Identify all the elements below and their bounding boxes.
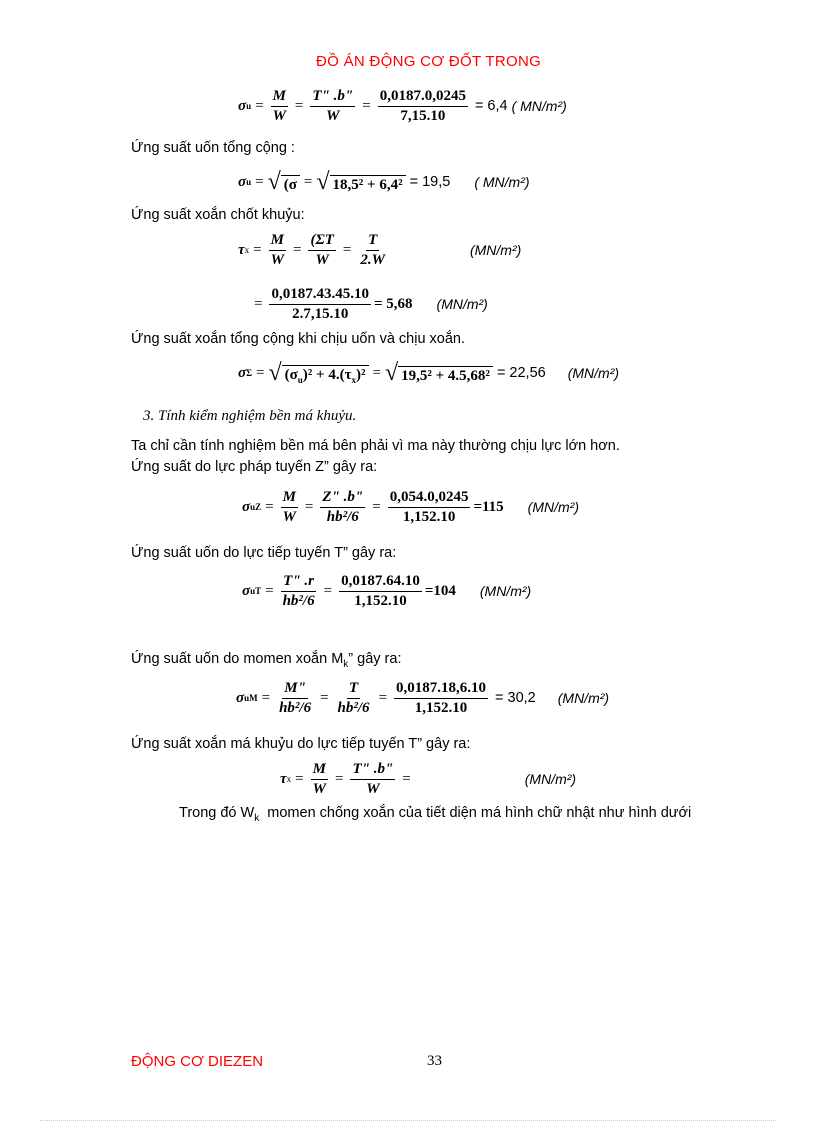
equation-bending-stress-y: σ u = $\frac{M}{W}$ = $\frac{T" .b"}{W}$ = $\frac{0,0187.0,0245}{7,15.10}$ = 6,4 ( MN/m²) — [238, 87, 567, 124]
eq8-unit: (MN/m²) — [557, 690, 610, 706]
text-torsion-pin: Ứng suất xoắn chốt khuỷu: — [131, 207, 305, 223]
text9-part1: Trong đó W — [179, 805, 255, 821]
text9-part2: momen chống xoắn của tiết diện má hình chữ nhật như hình dưới — [267, 805, 692, 821]
eq9-f1-num: M — [311, 761, 328, 780]
eq2-rad1: (σ — [281, 175, 300, 194]
eq3-f2-num: (ΣT — [308, 232, 335, 251]
eq6-f3-num: 0,054.0,0245 — [388, 489, 471, 508]
eq8-f3-num: 0,0187.18,6.10 — [394, 680, 488, 699]
eq9-lhs: τ — [280, 770, 287, 787]
eq1-result: = 6,4 — [474, 98, 508, 114]
equation-moment-stress: σ uM = $\frac{M"}{\text{hb²/6}}$ = $\frac{T}{\text{hb²/6}}$ = $\frac{0,0187.18,6.10}{1,152.10}$ = 30,2 (MN/m²) — [236, 679, 610, 716]
eq8-lhs: σ — [236, 689, 245, 706]
eq3-f1-num: M — [269, 232, 286, 251]
eq2-unit: ( MN/m²) — [474, 174, 530, 190]
eq6-f3-den: 1,152.10 — [402, 508, 456, 525]
eq8-f1-den: hb²/6 — [279, 699, 312, 716]
eq8-f2-den: hb²/6 — [337, 699, 370, 716]
text-total-bending: Ứng suất uốn tổng cộng : — [131, 140, 295, 156]
eq7-result: =104 — [424, 582, 456, 599]
page-bottom-divider — [40, 1120, 776, 1121]
section-3-heading: 3. Tính kiểm nghiệm bền má khuỷu. — [143, 408, 357, 424]
eq6-f1-den: W — [282, 508, 296, 525]
eq7-f1-num: T" .r — [281, 573, 316, 592]
eq4-result: = 5,68 — [373, 295, 413, 312]
footer-left-label: ĐỘNG CƠ DIEZEN — [131, 1053, 264, 1070]
equation-crank-web-torsion: τ x = $\frac{M}{W}$ = $\frac{T" .b"}{W}$ = (MN/m²) — [280, 760, 577, 797]
eq9-unit: (MN/m²) — [524, 771, 577, 787]
eq4-den: 2.7,15.10 — [292, 305, 349, 322]
eq4-num: 0,0187.43.45.10 — [269, 286, 371, 305]
eq7-f2-num: 0,0187.64.10 — [339, 573, 422, 592]
text7-part1: Ứng suất uốn do momen xoắn M — [131, 651, 344, 667]
equation-torsion-pin-value: = $\frac{0,0187.43.45.10}{2.7,15.10}$ = 5,68 (MN/m²) — [254, 285, 488, 322]
eq3-f3-den: 2.W — [360, 251, 385, 268]
eq5-result: = 22,56 — [496, 365, 546, 381]
eq1-lhs: σ — [238, 97, 247, 114]
eq5-rad2: 19,5² + 4.5,68² — [398, 366, 493, 385]
text-intro: Ta chỉ cần tính nghiệm bền má bên phải vì ma này thường chịu lực lớn hơn. — [131, 438, 620, 454]
eq7-f1-den: hb²/6 — [282, 592, 315, 609]
eq8-f2-num: T — [347, 680, 360, 699]
eq8-f1-num: M" — [282, 680, 308, 699]
text7-part2: ” gây ra: — [348, 651, 402, 667]
equation-normal-force-stress: σ uZ = $\frac{M}{W}$ = $\frac{Z" .b"}{\text{hb²/6}}$ = $\frac{0,054.0,0245}{1,152.10}$ =115 (MN/m²) — [242, 488, 579, 525]
text-wk-definition: Trong đó $W_k$ momen chống xoắn của tiết diện má hình chữ nhật như hình dưới — [179, 805, 692, 824]
text-moment-torsion: Ứng suất uốn do momen xoắn $M_k$” gây ra: — [131, 651, 402, 670]
equation-tangential-stress: σ uT = $\frac{T" .r}{\text{hb²/6}}$ = $\frac{0,0187.64.10}{1,152.10}$ =104 (MN/m²) — [242, 572, 532, 609]
eq8-f3-den: 1,152.10 — [414, 699, 468, 716]
eq7-lhs: σ — [242, 582, 251, 599]
eq6-unit: (MN/m²) — [527, 499, 579, 515]
footer-page-number: 33 — [427, 1053, 442, 1069]
eq4-unit: (MN/m²) — [436, 296, 488, 312]
eq3-f2-den: W — [315, 251, 329, 268]
text-tangential-force: Ứng suất uốn do lực tiếp tuyến T” gây ra: — [131, 545, 397, 561]
eq8-result: = 30,2 — [495, 690, 536, 706]
eq7-f2-den: 1,152.10 — [354, 592, 407, 609]
eq1-f2-num: T" .b" — [310, 88, 355, 107]
eq2-lhs: σ — [238, 173, 247, 190]
eq5-lhs: σ — [238, 364, 247, 381]
eq7-unit: (MN/m²) — [479, 583, 532, 599]
eq9-f1-den: W — [312, 780, 326, 797]
eq1-f3-num: 0,0187.0,0245 — [378, 88, 468, 107]
eq6-result: =115 — [473, 498, 504, 515]
eq2-result: = 19,5 — [409, 174, 451, 190]
equation-torsion-pin: τ x = $\frac{M}{W}$ = $\frac{(\Sigma T}{W}$ = $\frac{T}{2.W}$ (MN/m²) — [238, 231, 522, 268]
text-crank-web-torsion: Ứng suất xoắn má khuỷu do lực tiếp tuyến T” gây ra: — [131, 736, 471, 752]
text-total-torsion: Ứng suất xoắn tổng cộng khi chịu uốn và chịu xoắn. — [131, 331, 466, 347]
eq9-f2-den: W — [366, 780, 380, 797]
eq6-f1-num: M — [281, 489, 298, 508]
eq1-unit: ( MN/m²) — [511, 98, 567, 114]
page-header-title: ĐỒ ÁN ĐỘNG CƠ ĐỐT TRONG — [316, 53, 542, 70]
eq1-f3-den: 7,15.10 — [400, 107, 446, 124]
eq5-unit: (MN/m²) — [567, 365, 620, 381]
eq6-f2-num: Z" .b" — [320, 489, 365, 508]
eq6-lhs: σ — [242, 498, 251, 515]
eq3-f3-num: T — [366, 232, 379, 251]
eq3-f1-den: W — [270, 251, 284, 268]
eq1-f1-den: W — [272, 107, 286, 124]
eq9-f2-num: T" .b" — [350, 761, 395, 780]
eq3-unit: (MN/m²) — [469, 242, 522, 258]
eq6-f2-den: hb²/6 — [326, 508, 359, 525]
eq3-lhs: τ — [238, 241, 245, 258]
eq2-rad2: 18,5² + 6,4² — [330, 175, 406, 194]
text-normal-force: Ứng suất do lực pháp tuyến Z” gây ra: — [131, 459, 378, 475]
eq1-f1-num: M — [271, 88, 288, 107]
equation-total-stress: σ Σ = √ $(\sigma_u)^2 + 4.(\tau_x)^2$ = √ 19,5² + 4.5,68² = 22,56 (MN/m²) — [238, 360, 620, 386]
eq1-f2-den: W — [326, 107, 340, 124]
equation-total-bending: σ u = √ (σ = √ 18,5² + 6,4² = 19,5 ( MN/m²) — [238, 169, 530, 195]
